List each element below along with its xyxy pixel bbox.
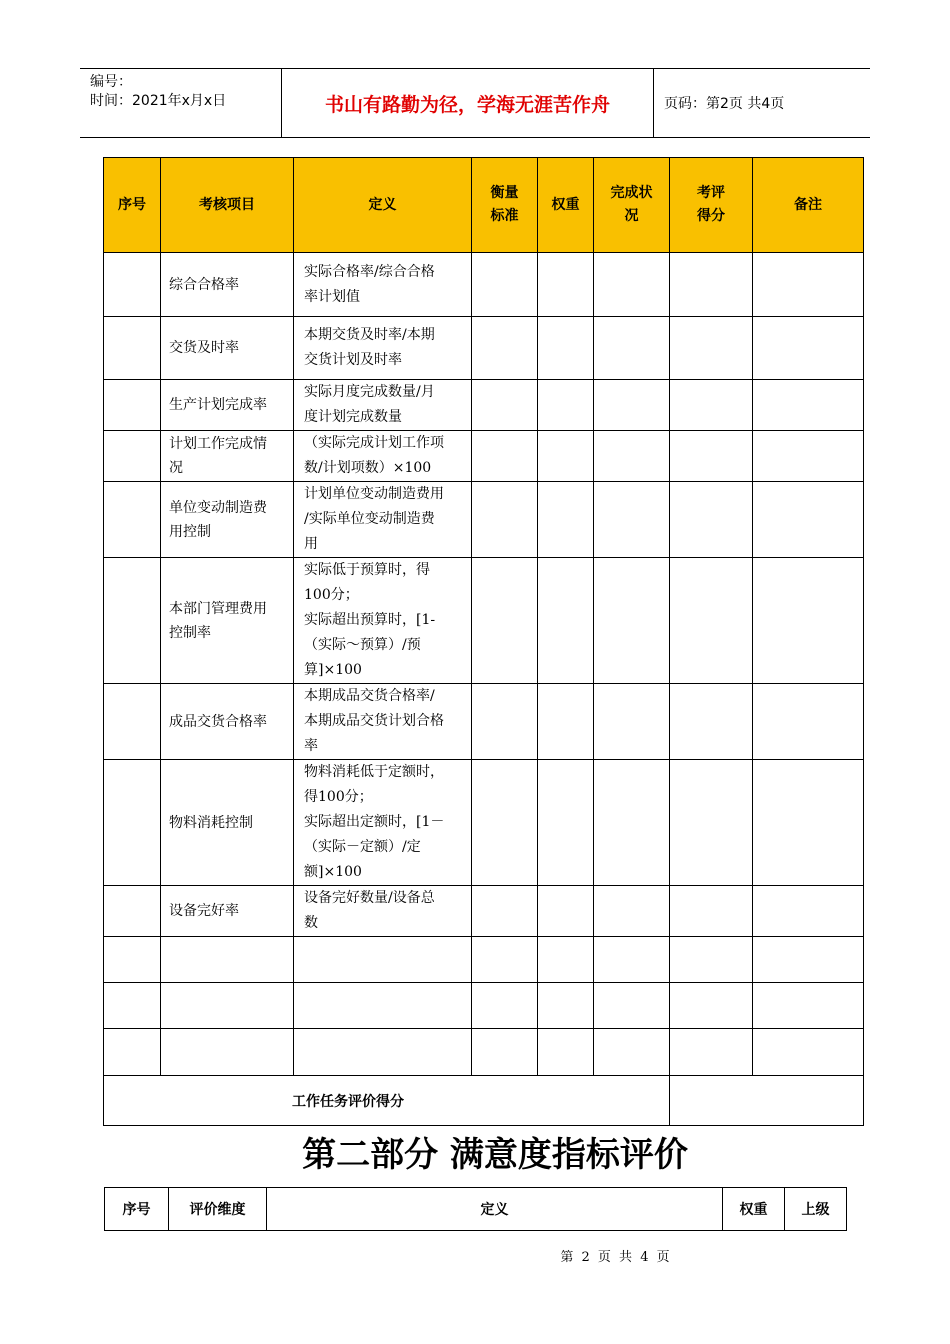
empty-cell[interactable] bbox=[594, 937, 670, 983]
table-row bbox=[104, 684, 864, 760]
empty-cell[interactable] bbox=[538, 253, 594, 317]
empty-cell[interactable] bbox=[538, 937, 594, 983]
empty-cell[interactable] bbox=[670, 760, 753, 886]
column-header: 定义 bbox=[294, 158, 472, 253]
empty-cell[interactable] bbox=[594, 886, 670, 937]
table-row bbox=[104, 431, 864, 482]
empty-cell[interactable] bbox=[753, 760, 864, 886]
row-item-cell: 物料消耗控制 bbox=[161, 760, 294, 886]
empty-cell[interactable] bbox=[594, 760, 670, 886]
row-definition-cell bbox=[294, 983, 472, 1029]
row-definition-cell: （实际完成计划工作项 数/计划项数）×100 bbox=[294, 431, 472, 482]
empty-cell[interactable] bbox=[670, 684, 753, 760]
row-seq-cell bbox=[104, 983, 161, 1029]
empty-cell[interactable] bbox=[594, 253, 670, 317]
motto: 书山有路勤为径，学海无涯苦作舟 bbox=[282, 69, 654, 137]
document-header bbox=[80, 68, 870, 138]
empty-cell[interactable] bbox=[594, 317, 670, 380]
empty-cell[interactable] bbox=[670, 253, 753, 317]
row-item-cell: 本部门管理费用 控制率 bbox=[161, 558, 294, 684]
row-seq-cell bbox=[104, 253, 161, 317]
row-seq-cell bbox=[104, 482, 161, 558]
table-row bbox=[104, 983, 864, 1029]
table-row bbox=[104, 760, 864, 886]
row-item-cell bbox=[161, 1029, 294, 1076]
empty-cell[interactable] bbox=[670, 380, 753, 431]
row-definition-cell bbox=[294, 1029, 472, 1076]
row-item-cell: 设备完好率 bbox=[161, 886, 294, 937]
column-header: 序号 bbox=[104, 158, 161, 253]
satisfaction-column-header: 定义 bbox=[267, 1188, 723, 1231]
empty-cell[interactable] bbox=[753, 253, 864, 317]
row-definition-cell: 本期交货及时率/本期 交货计划及时率 bbox=[294, 317, 472, 380]
row-definition-cell: 计划单位变动制造费用 /实际单位变动制造费 用 bbox=[294, 482, 472, 558]
row-item-cell: 计划工作完成情 况 bbox=[161, 431, 294, 482]
row-definition-cell: 本期成品交货合格率/ 本期成品交货计划合格 率 bbox=[294, 684, 472, 760]
empty-cell[interactable] bbox=[594, 558, 670, 684]
empty-cell[interactable] bbox=[753, 558, 864, 684]
table-row bbox=[104, 1029, 864, 1076]
row-definition-cell: 设备完好数量/设备总 数 bbox=[294, 886, 472, 937]
empty-cell[interactable] bbox=[670, 983, 753, 1029]
row-seq-cell bbox=[104, 431, 161, 482]
empty-cell[interactable] bbox=[472, 937, 538, 983]
row-item-cell bbox=[161, 983, 294, 1029]
row-definition-cell: 物料消耗低于定额时， 得100分； 实际超出定额时，[1－ （实际－定额）/定 额]×100 bbox=[294, 760, 472, 886]
column-header: 完成状 况 bbox=[594, 158, 670, 253]
table-row bbox=[104, 558, 864, 684]
column-header: 权重 bbox=[538, 158, 594, 253]
page-info: 页码：第2页 共4页 bbox=[664, 96, 785, 112]
header-meta bbox=[80, 69, 282, 137]
row-seq-cell bbox=[104, 684, 161, 760]
part-two-title: 第二部分 满意度指标评价 bbox=[302, 1135, 688, 1175]
empty-cell[interactable] bbox=[753, 1029, 864, 1076]
satisfaction-header-row bbox=[105, 1188, 847, 1231]
total-label: 工作任务评价得分 bbox=[104, 1076, 670, 1126]
satisfaction-column-header: 评价维度 bbox=[169, 1188, 267, 1231]
empty-cell[interactable] bbox=[472, 983, 538, 1029]
empty-cell[interactable] bbox=[594, 684, 670, 760]
empty-cell[interactable] bbox=[670, 431, 753, 482]
empty-cell[interactable] bbox=[753, 983, 864, 1029]
empty-cell[interactable] bbox=[472, 380, 538, 431]
empty-cell[interactable] bbox=[594, 380, 670, 431]
column-header: 备注 bbox=[753, 158, 864, 253]
table-row bbox=[104, 937, 864, 983]
table-row bbox=[104, 253, 864, 317]
empty-cell[interactable] bbox=[538, 431, 594, 482]
empty-cell[interactable] bbox=[670, 1029, 753, 1076]
empty-cell[interactable] bbox=[753, 886, 864, 937]
empty-cell[interactable] bbox=[538, 760, 594, 886]
row-seq-cell bbox=[104, 760, 161, 886]
empty-cell[interactable] bbox=[670, 317, 753, 380]
empty-cell[interactable] bbox=[670, 558, 753, 684]
row-seq-cell bbox=[104, 937, 161, 983]
empty-cell[interactable] bbox=[472, 482, 538, 558]
satisfaction-column-header: 序号 bbox=[105, 1188, 169, 1231]
row-seq-cell bbox=[104, 1029, 161, 1076]
empty-cell[interactable] bbox=[538, 684, 594, 760]
satisfaction-column-header: 权重 bbox=[723, 1188, 785, 1231]
page-footer: 第 2 页 共 4 页 bbox=[560, 1250, 672, 1265]
row-seq-cell bbox=[104, 558, 161, 684]
empty-cell[interactable] bbox=[753, 431, 864, 482]
row-item-cell: 成品交货合格率 bbox=[161, 684, 294, 760]
empty-cell[interactable] bbox=[753, 684, 864, 760]
empty-cell[interactable] bbox=[472, 684, 538, 760]
empty-cell[interactable] bbox=[472, 1029, 538, 1076]
column-header: 考核项目 bbox=[161, 158, 294, 253]
empty-cell[interactable] bbox=[472, 317, 538, 380]
table-row bbox=[104, 317, 864, 380]
row-item-cell: 交货及时率 bbox=[161, 317, 294, 380]
empty-cell[interactable] bbox=[753, 937, 864, 983]
empty-cell[interactable] bbox=[538, 886, 594, 937]
row-item-cell: 综合合格率 bbox=[161, 253, 294, 317]
empty-cell[interactable] bbox=[538, 558, 594, 684]
empty-cell[interactable] bbox=[472, 558, 538, 684]
empty-cell[interactable] bbox=[670, 886, 753, 937]
satisfaction-column-header: 上级 bbox=[785, 1188, 847, 1231]
empty-cell[interactable] bbox=[472, 886, 538, 937]
empty-cell[interactable] bbox=[538, 317, 594, 380]
row-definition-cell: 实际合格率/综合合格 率计划值 bbox=[294, 253, 472, 317]
table-header-row bbox=[104, 158, 864, 253]
number-label: 编号： bbox=[90, 74, 132, 90]
row-seq-cell bbox=[104, 886, 161, 937]
empty-cell[interactable] bbox=[753, 482, 864, 558]
empty-cell[interactable] bbox=[538, 482, 594, 558]
empty-cell[interactable] bbox=[594, 431, 670, 482]
column-header: 衡量 标准 bbox=[472, 158, 538, 253]
empty-cell[interactable] bbox=[670, 482, 753, 558]
empty-cell[interactable] bbox=[472, 253, 538, 317]
empty-cell[interactable] bbox=[670, 937, 753, 983]
empty-cell[interactable] bbox=[472, 760, 538, 886]
row-item-cell bbox=[161, 937, 294, 983]
row-item-cell: 单位变动制造费 用控制 bbox=[161, 482, 294, 558]
assessment-table bbox=[103, 157, 864, 1126]
table-row bbox=[104, 380, 864, 431]
satisfaction-table bbox=[104, 1187, 847, 1231]
total-score-cell[interactable] bbox=[670, 1076, 864, 1126]
total-row bbox=[104, 1076, 864, 1126]
table-row bbox=[104, 482, 864, 558]
empty-cell[interactable] bbox=[538, 983, 594, 1029]
row-definition-cell: 实际月度完成数量/月 度计划完成数量 bbox=[294, 380, 472, 431]
row-item-cell: 生产计划完成率 bbox=[161, 380, 294, 431]
empty-cell[interactable] bbox=[472, 431, 538, 482]
row-definition-cell: 实际低于预算时，得 100分； 实际超出预算时，[1- （实际～预算）/预 算]×100 bbox=[294, 558, 472, 684]
empty-cell[interactable] bbox=[753, 380, 864, 431]
empty-cell[interactable] bbox=[594, 482, 670, 558]
empty-cell[interactable] bbox=[594, 1029, 670, 1076]
row-seq-cell bbox=[104, 317, 161, 380]
table-row bbox=[104, 886, 864, 937]
row-seq-cell bbox=[104, 380, 161, 431]
empty-cell[interactable] bbox=[538, 380, 594, 431]
column-header: 考评 得分 bbox=[670, 158, 753, 253]
time-label: 时间：2021年x月x日 bbox=[90, 93, 227, 109]
empty-cell[interactable] bbox=[594, 983, 670, 1029]
empty-cell[interactable] bbox=[538, 1029, 594, 1076]
row-definition-cell bbox=[294, 937, 472, 983]
empty-cell[interactable] bbox=[753, 317, 864, 380]
